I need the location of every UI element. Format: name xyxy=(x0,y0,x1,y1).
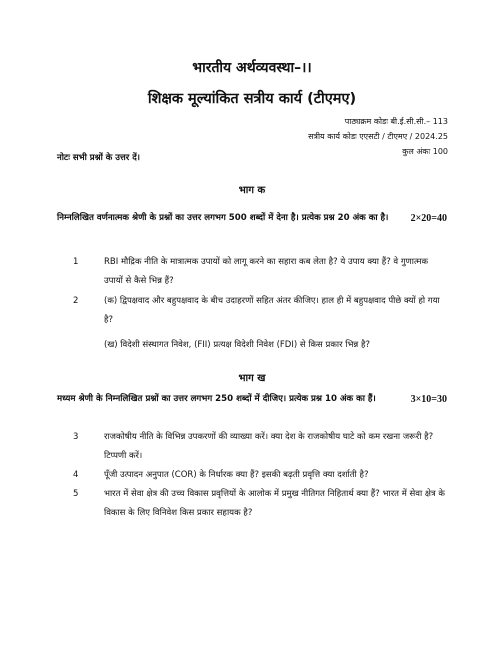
course-code: पाठ्यक्रम कोडः बी.ई.सी.सी.– 113 xyxy=(344,117,448,126)
section-b-instruction xyxy=(57,392,447,407)
question-number: 4 xyxy=(73,470,79,480)
section-b-marks: 3×10=30 xyxy=(410,394,447,405)
assignment-title: शिक्षक मूल्यांकित सत्रीय कार्य (टीएमए) xyxy=(147,91,357,107)
question-number: 3 xyxy=(73,432,79,442)
course-title: भारतीय अर्थव्यवस्था–।। xyxy=(192,60,312,76)
section-b-heading: भाग ख xyxy=(238,373,266,384)
question-text: भारत में सेवा क्षेत्र की उच्च विकास प्रवृत्तियों के आलोक में प्रमुख नीतिगत निहितार्थ क्या हैं? भारत में सेवा क्षेत्र के विकास के लिए विनिवेश किस प्रकार सहायक है? xyxy=(104,489,445,518)
question-body xyxy=(104,292,447,355)
section-b-instruction-text: मध्यम श्रेणी के निम्नलिखित प्रश्नों का उत्तर लगभग 250 शब्दों में दीजिए। प्रत्येक प्रश्न 10 अंक का हैं। xyxy=(57,394,376,404)
course-meta xyxy=(308,114,448,159)
max-marks: कुल अंकः 100 xyxy=(402,147,448,156)
question-text: RBI मौद्रिक नीति के मात्रात्मक उपायों को लागू करने का सहारा कब लेता है? ये उपाय क्या हैं? वे गुणात्मक उपायों से कैसे भिन्न हैं? xyxy=(104,257,428,286)
question-text: राजकोषीय नीति के विभिन्न उपकरणों की व्याख्या करें। क्या देश के राजकोषीय घाटे को कम रखना जरूरी है? टिप्पणी करें। xyxy=(104,432,434,461)
assignment-code: सत्रीय कार्य कोडः एएसटी / टीएमए / 2024.25 xyxy=(308,132,448,141)
section-a-instruction-text: निम्नलिखित वर्णनात्मक श्रेणी के प्रश्नों का उत्तर लगभग 500 शब्दों में देना है। प्रत्येक प्रश्न 20 अंक का है। xyxy=(57,213,389,223)
section-a-instruction xyxy=(57,211,447,226)
question-number: 5 xyxy=(73,489,79,499)
note-text: नोटः सभी प्रश्नों के उत्तर दें। xyxy=(57,153,140,163)
question-part-a: (क) द्विपक्षवाद और बहुपक्षवाद के बीच उदाहरणों सहित अंतर कीजिए। हाल ही में बहुपक्षवाद पीछे क्यों हो गया है? xyxy=(104,296,440,325)
question-number: 2 xyxy=(73,296,79,306)
question-text: पूँजी उत्पादन अनुपात (COR) के निर्धारक क्या हैं? इसकी बढ़ती प्रवृत्ति क्या दर्शाती है? xyxy=(104,470,369,480)
question-part-b: (ख) विदेशी संस्थागत निवेश, (FII) प्रत्यक्ष विदेशी निवेश (FDI) से किस प्रकार भिन्न है? xyxy=(104,340,371,350)
section-a-marks: 2×20=40 xyxy=(410,213,447,224)
section-a-heading: भाग क xyxy=(238,185,266,196)
question-number: 1 xyxy=(73,257,79,267)
